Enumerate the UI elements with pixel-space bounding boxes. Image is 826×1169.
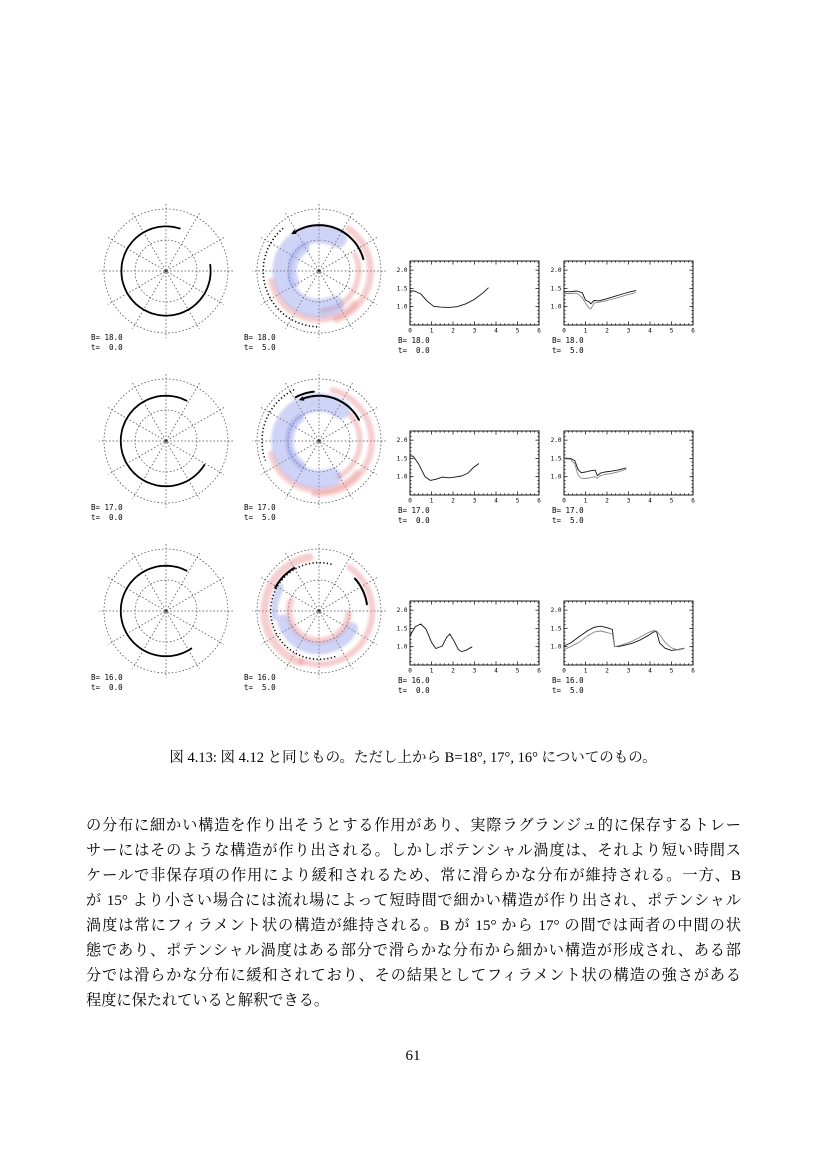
body-line: サーにはそのような構造が作り出される。しかしポテンシャル渦度は、それより短い時間ス (86, 842, 741, 859)
body-line: が 15° より小さい場合には流れ場によって短時間で細かい構造が作り出され、ポテンシャル (86, 892, 741, 909)
svg-text:2: 2 (451, 497, 455, 505)
svg-text:1: 1 (583, 667, 588, 675)
figure-panel-chart (392, 256, 550, 355)
svg-text:2.0: 2.0 (550, 607, 562, 615)
body-line: 態であり、ポテンシャル渦度はある部分で滑らかな分布から細かい構造が形成され、ある部 (86, 942, 741, 959)
svg-text:1: 1 (583, 327, 588, 335)
svg-text:1.0: 1.0 (396, 303, 408, 311)
svg-text:1.5: 1.5 (550, 285, 562, 293)
svg-text:1.5: 1.5 (550, 455, 562, 463)
svg-text:1.0: 1.0 (550, 473, 562, 481)
svg-text:2.0: 2.0 (396, 267, 408, 275)
svg-text:0: 0 (408, 667, 412, 675)
svg-text:3: 3 (472, 667, 477, 675)
svg-text:2.0: 2.0 (396, 437, 408, 445)
svg-text:5: 5 (515, 497, 520, 505)
svg-text:1: 1 (583, 497, 588, 505)
figure-panel-polar (244, 196, 394, 351)
svg-text:4: 4 (494, 497, 498, 505)
figure-panel-polar (91, 366, 241, 521)
svg-text:1.0: 1.0 (550, 643, 562, 651)
svg-text:2.0: 2.0 (396, 607, 408, 615)
panel-label (244, 673, 276, 693)
svg-text:0: 0 (562, 327, 566, 335)
line-chart-svg (546, 426, 704, 506)
svg-text:5: 5 (515, 667, 520, 675)
polar-plot-svg (244, 536, 394, 686)
figure-panel-chart (546, 596, 704, 695)
panel-label (91, 503, 123, 523)
svg-text:6: 6 (691, 497, 695, 505)
svg-text:0: 0 (408, 497, 412, 505)
b-value-label: B= 18.0 (244, 333, 276, 342)
svg-text:2: 2 (451, 667, 455, 675)
svg-text:2.0: 2.0 (550, 437, 562, 445)
line-chart-svg (546, 596, 704, 676)
body-line: 程度に保たれていると解釈できる。 (86, 992, 329, 1009)
b-value-label: B= 18.0 (91, 333, 123, 342)
svg-text:5: 5 (669, 667, 674, 675)
svg-text:1.5: 1.5 (396, 455, 408, 463)
figure-panel-chart (392, 426, 550, 525)
svg-text:1: 1 (429, 327, 434, 335)
figure-panel-chart (392, 596, 550, 695)
t-value-label: t= 5.0 (552, 686, 584, 695)
svg-text:1.5: 1.5 (396, 285, 408, 293)
svg-text:6: 6 (537, 667, 541, 675)
panel-label (398, 506, 430, 526)
panel-label (552, 676, 584, 696)
svg-text:4: 4 (494, 667, 498, 675)
svg-text:6: 6 (537, 497, 541, 505)
panel-label (398, 676, 430, 696)
panel-label (91, 333, 123, 353)
figure-panel-polar (244, 536, 394, 691)
svg-text:1: 1 (429, 667, 434, 675)
page-number: 61 (405, 1048, 421, 1064)
b-value-label: B= 16.0 (398, 676, 430, 685)
t-value-label: t= 5.0 (244, 343, 276, 352)
svg-text:0: 0 (562, 667, 566, 675)
b-value-label: B= 16.0 (244, 673, 276, 682)
svg-text:6: 6 (691, 327, 695, 335)
svg-text:4: 4 (648, 497, 652, 505)
figure-panel-chart (546, 426, 704, 525)
svg-text:0: 0 (562, 497, 566, 505)
svg-text:1: 1 (429, 497, 434, 505)
svg-text:2: 2 (451, 327, 455, 335)
svg-text:2: 2 (605, 327, 609, 335)
svg-text:5: 5 (669, 497, 674, 505)
svg-text:4: 4 (648, 667, 652, 675)
t-value-label: t= 0.0 (91, 343, 123, 352)
b-value-label: B= 17.0 (244, 503, 276, 512)
body-line: ケールで非保存項の作用により緩和されるため、常に滑らかな分布が維持される。一方、B (86, 867, 741, 884)
polar-plot-svg (244, 196, 394, 346)
svg-text:3: 3 (472, 327, 477, 335)
svg-text:3: 3 (626, 497, 631, 505)
t-value-label: t= 0.0 (91, 683, 123, 692)
body-line: の分布に細かい構造を作り出そうとする作用があり、実際ラグランジュ的に保存するトレー (86, 817, 741, 834)
panel-label (244, 503, 276, 523)
t-value-label: t= 0.0 (91, 513, 123, 522)
panel-label (91, 673, 123, 693)
line-chart-svg (392, 596, 550, 676)
b-value-label: B= 17.0 (552, 506, 584, 515)
svg-text:3: 3 (472, 497, 477, 505)
polar-plot-svg (91, 536, 241, 686)
svg-text:1.5: 1.5 (550, 625, 562, 633)
t-value-label: t= 5.0 (552, 516, 584, 525)
b-value-label: B= 16.0 (552, 676, 584, 685)
panel-label (244, 333, 276, 353)
panel-label (552, 506, 584, 526)
figure-panel-chart (546, 256, 704, 355)
svg-text:1.5: 1.5 (396, 625, 408, 633)
t-value-label: t= 0.0 (398, 516, 430, 525)
svg-text:5: 5 (669, 327, 674, 335)
svg-text:4: 4 (494, 327, 498, 335)
svg-text:5: 5 (515, 327, 520, 335)
figure-caption: 図 4.13: 図 4.12 と同じもの。ただし上から B=18°, 17°, 16° についてのもの。 (169, 750, 657, 766)
svg-text:6: 6 (691, 667, 695, 675)
svg-text:1.0: 1.0 (550, 303, 562, 311)
t-value-label: t= 0.0 (398, 346, 430, 355)
svg-text:1.0: 1.0 (396, 473, 408, 481)
panel-label (398, 336, 430, 356)
t-value-label: t= 5.0 (244, 683, 276, 692)
line-chart-svg (546, 256, 704, 336)
line-chart-svg (392, 426, 550, 506)
b-value-label: B= 18.0 (552, 336, 584, 345)
polar-plot-svg (91, 366, 241, 516)
svg-text:0: 0 (408, 327, 412, 335)
figure-panel-polar (244, 366, 394, 521)
polar-plot-svg (91, 196, 241, 346)
t-value-label: t= 5.0 (552, 346, 584, 355)
body-paragraph (86, 813, 741, 1013)
t-value-label: t= 5.0 (244, 513, 276, 522)
b-value-label: B= 17.0 (91, 503, 123, 512)
svg-text:6: 6 (537, 327, 541, 335)
svg-text:2: 2 (605, 497, 609, 505)
panel-label (552, 336, 584, 356)
svg-text:3: 3 (626, 327, 631, 335)
polar-plot-svg (244, 366, 394, 516)
b-value-label: B= 17.0 (398, 506, 430, 515)
body-line: 分では滑らかな分布に緩和されており、その結果としてフィラメント状の構造の強さがある (86, 967, 741, 984)
svg-text:3: 3 (626, 667, 631, 675)
svg-text:2.0: 2.0 (550, 267, 562, 275)
svg-text:2: 2 (605, 667, 609, 675)
svg-text:1.0: 1.0 (396, 643, 408, 651)
b-value-label: B= 16.0 (91, 673, 123, 682)
body-line: 渦度は常にフィラメント状の構造が維持される。B が 15° から 17° の間では両者の中間の状 (86, 917, 741, 934)
svg-text:4: 4 (648, 327, 652, 335)
figure-panel-polar (91, 536, 241, 691)
figure-panel-polar (91, 196, 241, 351)
b-value-label: B= 18.0 (398, 336, 430, 345)
line-chart-svg (392, 256, 550, 336)
t-value-label: t= 0.0 (398, 686, 430, 695)
